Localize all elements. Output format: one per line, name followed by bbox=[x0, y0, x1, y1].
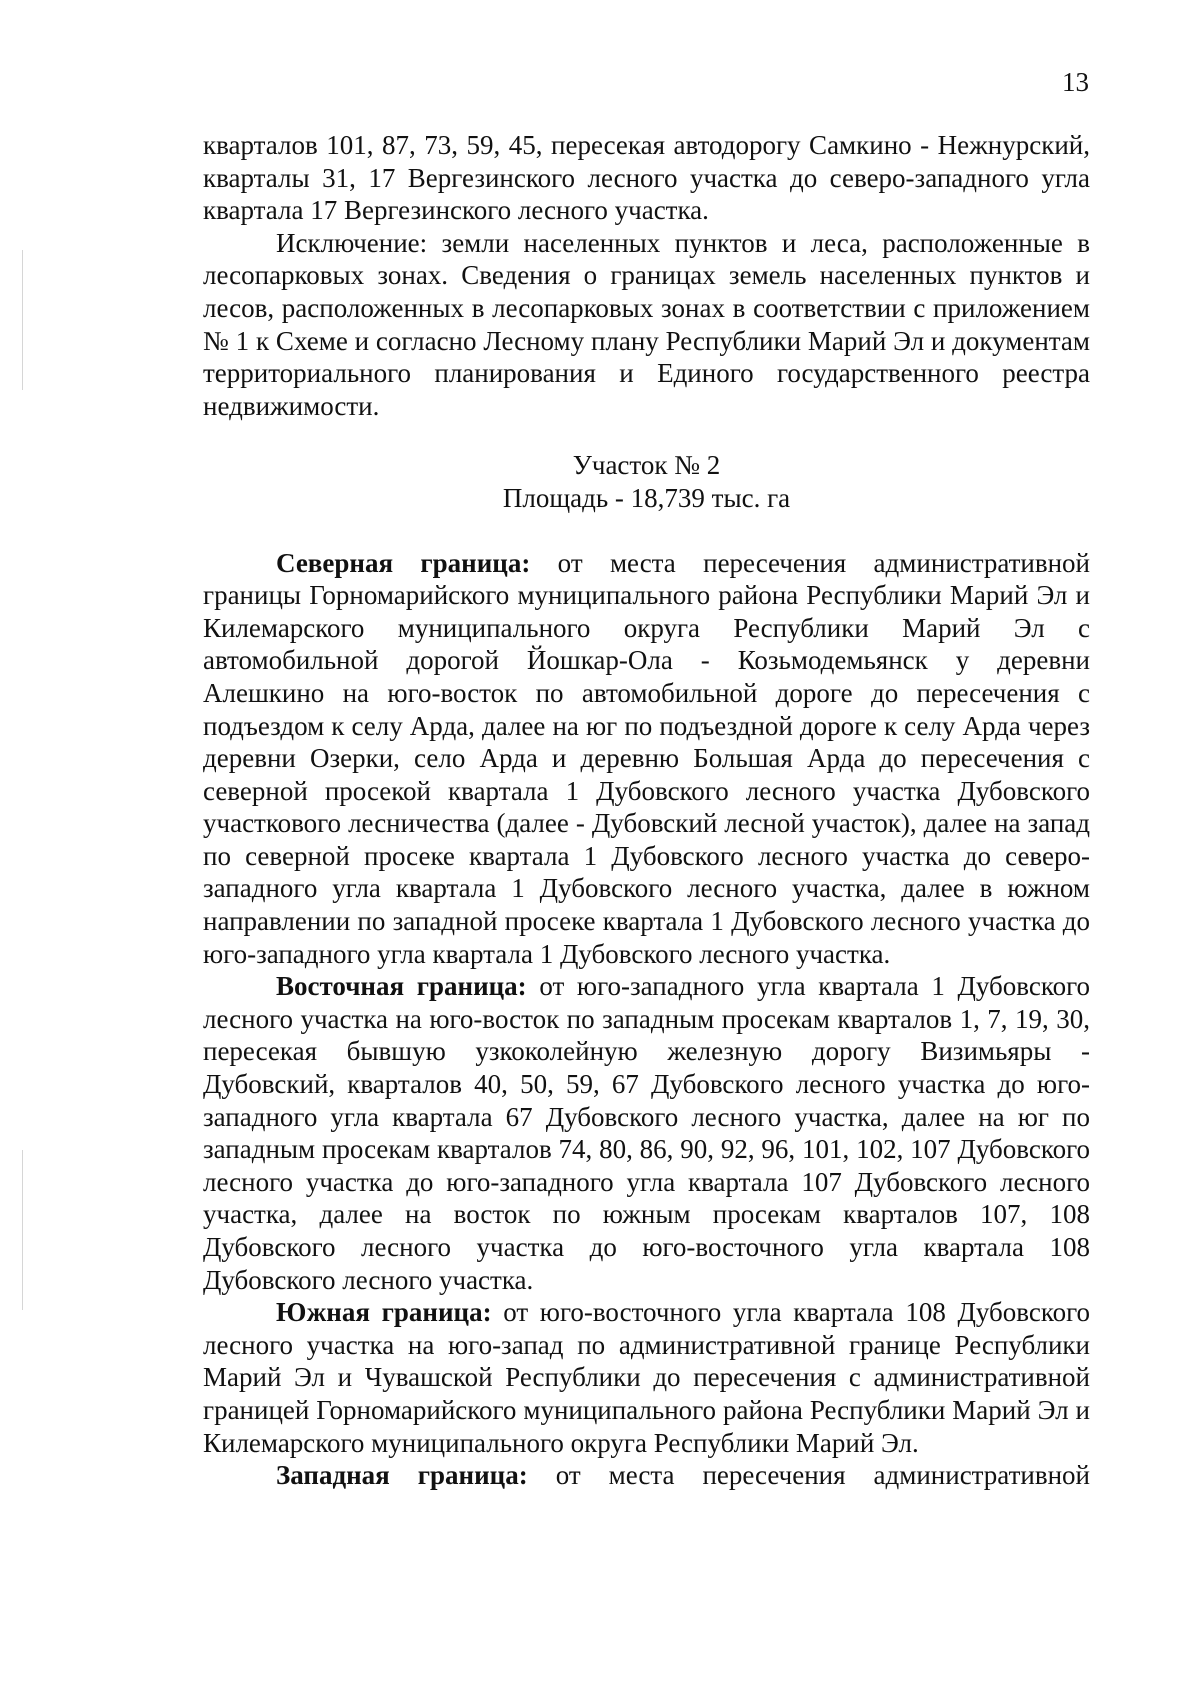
scan-edge-mark bbox=[22, 250, 23, 390]
north-boundary-paragraph bbox=[203, 547, 1090, 971]
section-area: Площадь - 18,739 тыс. га bbox=[502, 482, 791, 513]
west-boundary-label: Западная граница: bbox=[276, 1460, 528, 1491]
section-title: Участок № 2 bbox=[572, 450, 721, 481]
page-number: 13 bbox=[1062, 67, 1089, 97]
intro-paragraph-continuation: кварталов 101, 87, 73, 59, 45, пересекая автодорогу Самкино - Нежнурский, кварталы 31, 17 Вергезинского лесного участка до северо-западного угла квартала 17 Вергезинского лесного участка. bbox=[203, 130, 1090, 226]
west-boundary-paragraph bbox=[203, 1459, 1090, 1492]
east-boundary-label: Восточная граница: bbox=[276, 971, 527, 1002]
west-boundary-text: от места пересечения административной bbox=[527, 1460, 1090, 1491]
scan-edge-mark bbox=[22, 1150, 23, 1310]
north-boundary-label: Северная граница: bbox=[276, 547, 531, 578]
south-boundary-label: Южная граница: bbox=[276, 1297, 492, 1328]
south-boundary-paragraph bbox=[203, 1296, 1090, 1459]
exclusion-paragraph: Исключение: земли населенных пунктов и леса, расположенные в лесопарковых зонах. Сведения о границах земель населенных пунктов и лесов, расположенных в лесопарковых зонах в соответствии с приложением № 1 к Схеме и согласно Лесному плану Республики Марий Эл и документам территориального планирования и Единого государственного реестра недвижимости. bbox=[203, 227, 1090, 421]
document-body bbox=[203, 129, 1090, 1492]
east-boundary-text: от юго-западного угла квартала 1 Дубовского лесного участка на юго-восток по западным просекам кварталов 1, 7, 19, 30, пересекая бывшую узкоколейную железную дорогу Визимьяры - Дубовский, кварталов 40, 50, 59, 67 Дубовского лесного участка до юго-западного угла квартала 67 Дубовского лесного участка, далее на юг по западным просекам кварталов 74, 80, 86, 90, 92, 96, 101, 102, 107 Дубовского лесного участка до юго-западного угла квартала 107 Дубовского лесного участка, далее на восток по южным просекам кварталов 107, 108 Дубовского лесного участка до юго-восточного угла квартала 108 Дубовского лесного участка. bbox=[203, 971, 1091, 1295]
north-boundary-text: от места пересечения административной границы Горномарийского муниципального района Республики Марий Эл и Килемарского муниципального округа Республики Марий Эл с автомобильной дорогой Йошкар-Ола - Козьмодемьянск у деревни Алешкино на юго-восток по автомобильной дороге до пересечения с подъездом к селу Арда, далее на юг по подъездной дороге к селу Арда через деревни Озерки, село Арда и деревню Большая Арда до пересечения с северной просекой квартала 1 Дубовского лесного участка Дубовского участкового лесничества (далее - Дубовский лесной участок), далее на запад по северной просеке квартала 1 Дубовского лесного участка до северо-западного угла квартала 1 Дубовского лесного участка, далее в южном направлении по западной просеке квартала 1 Дубовского лесного участка до юго-западного угла квартала 1 Дубовского лесного участка. bbox=[203, 547, 1091, 969]
east-boundary-paragraph bbox=[203, 970, 1090, 1296]
south-boundary-text: от юго-восточного угла квартала 108 Дубовского лесного участка на юго-запад по административной границе Республики Марий Эл и Чувашской Республики до пересечения с административной границей Горномарийского муниципального района Республики Марий Эл и Килемарского муниципального округа Республики Марий Эл. bbox=[203, 1297, 1090, 1458]
